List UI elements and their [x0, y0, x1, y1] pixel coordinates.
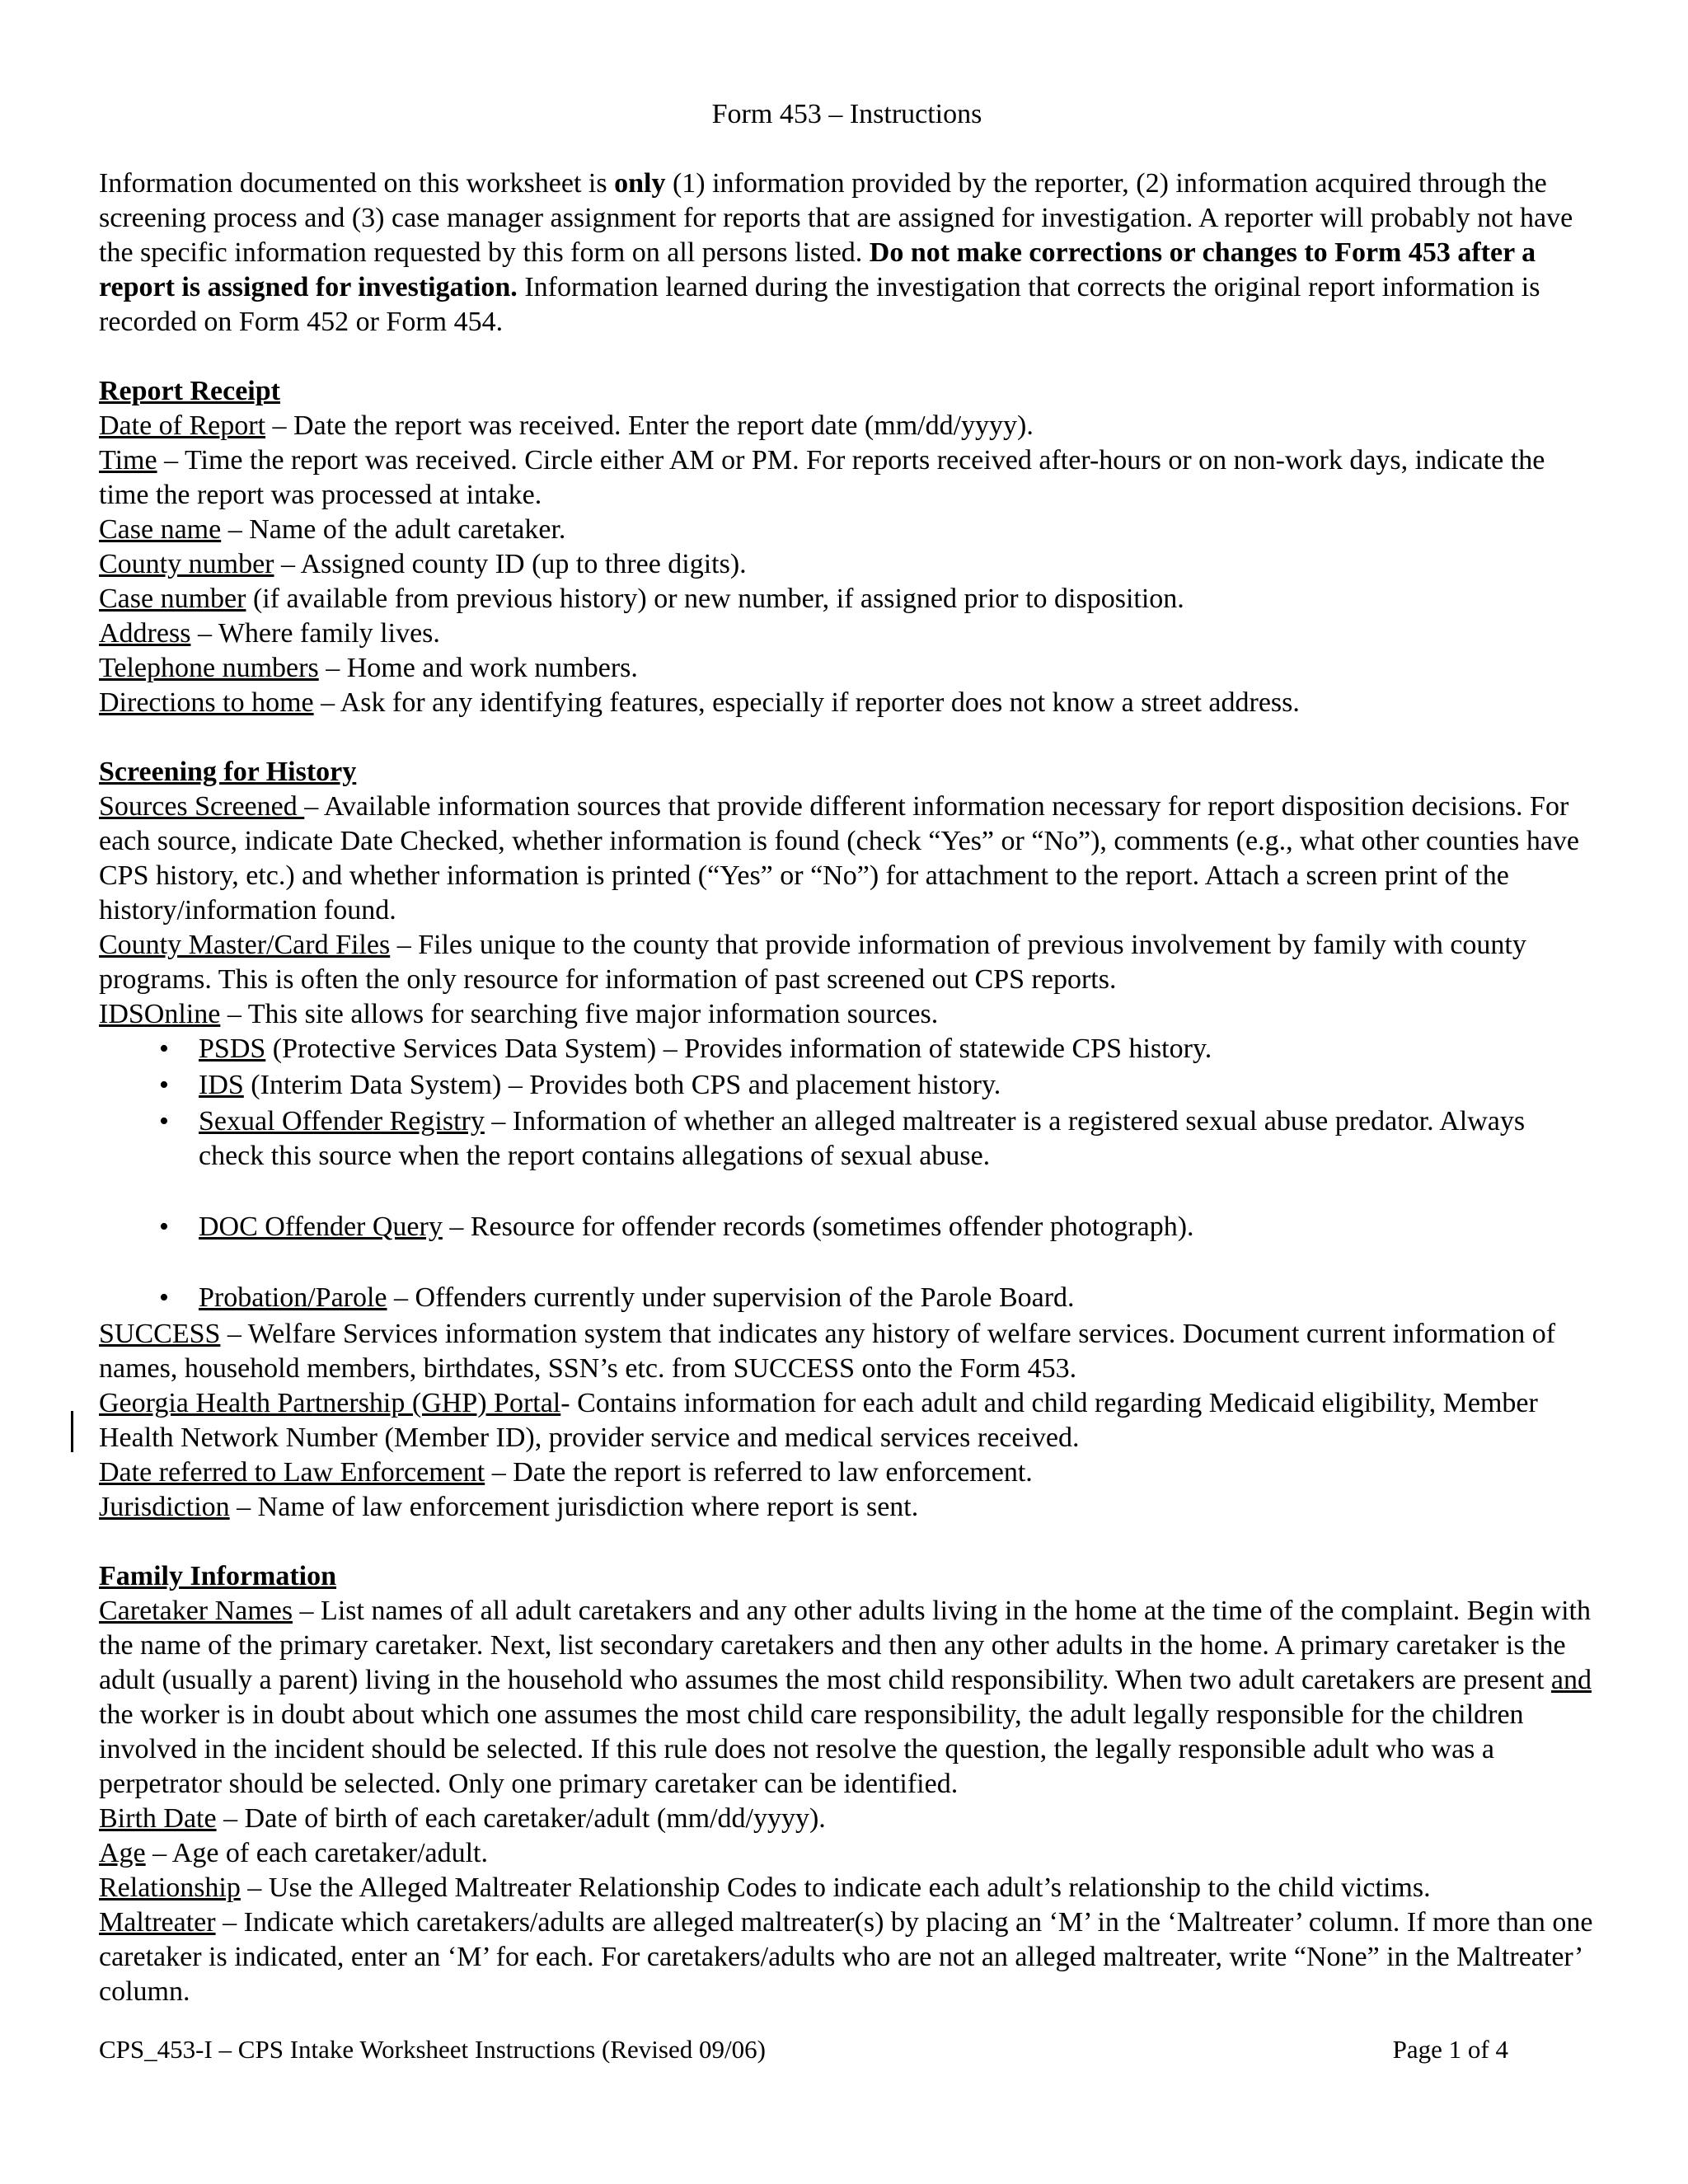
section-heading-family: Family Information	[99, 1561, 337, 1591]
revision-change-bar	[71, 1411, 73, 1452]
item-directions-to-home: Directions to home – Ask for any identifying features, especially if reporter does not know a street address.	[99, 687, 1300, 718]
list-item-psds: • PSDS (Protective Services Data System) – Provides information of statewide CPS history.	[199, 1032, 1595, 1066]
list-item-sexual-offender-registry: • Sexual Offender Registry – Information of whether an alleged maltreater is a registered sexual abuse predator. Always check this source when the report contains allegations of sexual abuse.	[199, 1104, 1595, 1174]
item-county-master-card-files: County Master/Card Files – Files unique to the county that provide information of previous involvement by family with county programs. This is often the only resource for information of past screened out CPS reports.	[99, 930, 1526, 995]
item-case-number: Case number (if available from previous history) or new number, if assigned prior to disposition.	[99, 583, 1184, 614]
item-address: Address – Where family lives.	[99, 618, 440, 649]
footer-page-number: Page 1 of 4	[1392, 2035, 1508, 2064]
page-footer	[99, 2033, 1508, 2066]
section-family-information	[99, 1559, 1595, 2009]
item-telephone-numbers: Telephone numbers – Home and work numbers.	[99, 653, 638, 683]
item-ghp-portal: Georgia Health Partnership (GHP) Portal- Contains information for each adult and child regarding Medicaid eligibility, Member Health Network Number (Member ID), provider service and medical services received.	[99, 1388, 1538, 1453]
item-time: Time – Time the report was received. Circle either AM or PM. For reports received after-hours or on non-work days, indicate the time the report was processed at intake.	[99, 445, 1545, 510]
document-content	[99, 97, 1595, 2009]
item-birth-date: Birth Date – Date of birth of each caretaker/adult (mm/dd/yyyy).	[99, 1803, 826, 1834]
item-success: SUCCESS – Welfare Services information system that indicates any history of welfare services. Document current information of names, household members, birthdates, SSN’s etc. from SUCCESS onto the Form 453.	[99, 1319, 1556, 1384]
intro-paragraph: Information documented on this worksheet is only (1) information provided by the reporter, (2) information acquired through the screening process and (3) case manager assignment for reports that are assigned for investigation. A reporter will probably not have the specific information requested by this form on all persons listed. Do not make corrections or changes to Form 453 after a report is assigned for investigation. Information learned during the investigation that corrects the original report information is recorded on Form 452 or Form 454.	[99, 168, 1573, 337]
section-heading-screening: Screening for History	[99, 757, 357, 787]
list-item-ids: • IDS (Interim Data System) – Provides both CPS and placement history.	[199, 1068, 1595, 1103]
section-report-receipt	[99, 374, 1595, 720]
item-sources-screened: Sources Screened – Available information sources that provide different information necessary for report disposition decisions. For each source, indicate Date Checked, whether information is found (check “Yes” or “No”), comments (e.g., what other counties have CPS history, etc.) and whether information is printed (“Yes” or “No”) for attachment to the report. Attach a screen print of the history/information found.	[99, 791, 1580, 926]
item-idsonline: IDSOnline – This site allows for searching five major information sources.	[99, 999, 939, 1029]
item-age: Age – Age of each caretaker/adult.	[99, 1838, 488, 1868]
item-caretaker-names: Caretaker Names – List names of all adult caretakers and any other adults living in the home at the time of the complaint. Begin with the name of the primary caretaker. Next, list secondary caretakers and then any other adults in the home. A primary caretaker is the adult (usually a parent) living in the household who assumes the most child responsibility. When two adult caretakers are present and the worker is in doubt about which one assumes the most child care responsibility, the adult legally responsible for the children involved in the incident should be selected. If this rule does not resolve the question, the legally responsible adult who was a perpetrator should be selected. Only one primary caretaker can be identified.	[99, 1596, 1592, 1799]
item-maltreater: Maltreater – Indicate which caretakers/adults are alleged maltreater(s) by placing an ‘M’ in the ‘Maltreater’ column. If more than one caretaker is indicated, enter an ‘M’ for each. For caretakers/adults who are not an alleged maltreater, write “None” in the Maltreater’ column.	[99, 1907, 1593, 2007]
list-item-doc-offender-query: • DOC Offender Query – Resource for offender records (sometimes offender photograph).	[199, 1210, 1595, 1244]
idsonline-sources-list	[99, 1032, 1595, 1174]
item-date-of-report: Date of Report – Date the report was received. Enter the report date (mm/dd/yyyy).	[99, 410, 1034, 441]
list-item-probation-parole: • Probation/Parole – Offenders currently under supervision of the Parole Board.	[199, 1281, 1595, 1315]
item-jurisdiction: Jurisdiction – Name of law enforcement jurisdiction where report is sent.	[99, 1492, 919, 1522]
item-relationship: Relationship – Use the Alleged Maltreater Relationship Codes to indicate each adult’s relationship to the child victims.	[99, 1872, 1431, 1903]
section-screening-for-history	[99, 755, 1595, 1525]
item-county-number: County number – Assigned county ID (up to three digits).	[99, 549, 747, 579]
item-date-referred-law-enforcement: Date referred to Law Enforcement – Date the report is referred to law enforcement.	[99, 1457, 1033, 1488]
page-title: Form 453 – Instructions	[711, 99, 982, 129]
footer-form-id: CPS_453-I – CPS Intake Worksheet Instructions (Revised 09/06)	[99, 2035, 766, 2064]
section-heading-report-receipt: Report Receipt	[99, 376, 280, 406]
item-case-name: Case name – Name of the adult caretaker.	[99, 514, 566, 545]
